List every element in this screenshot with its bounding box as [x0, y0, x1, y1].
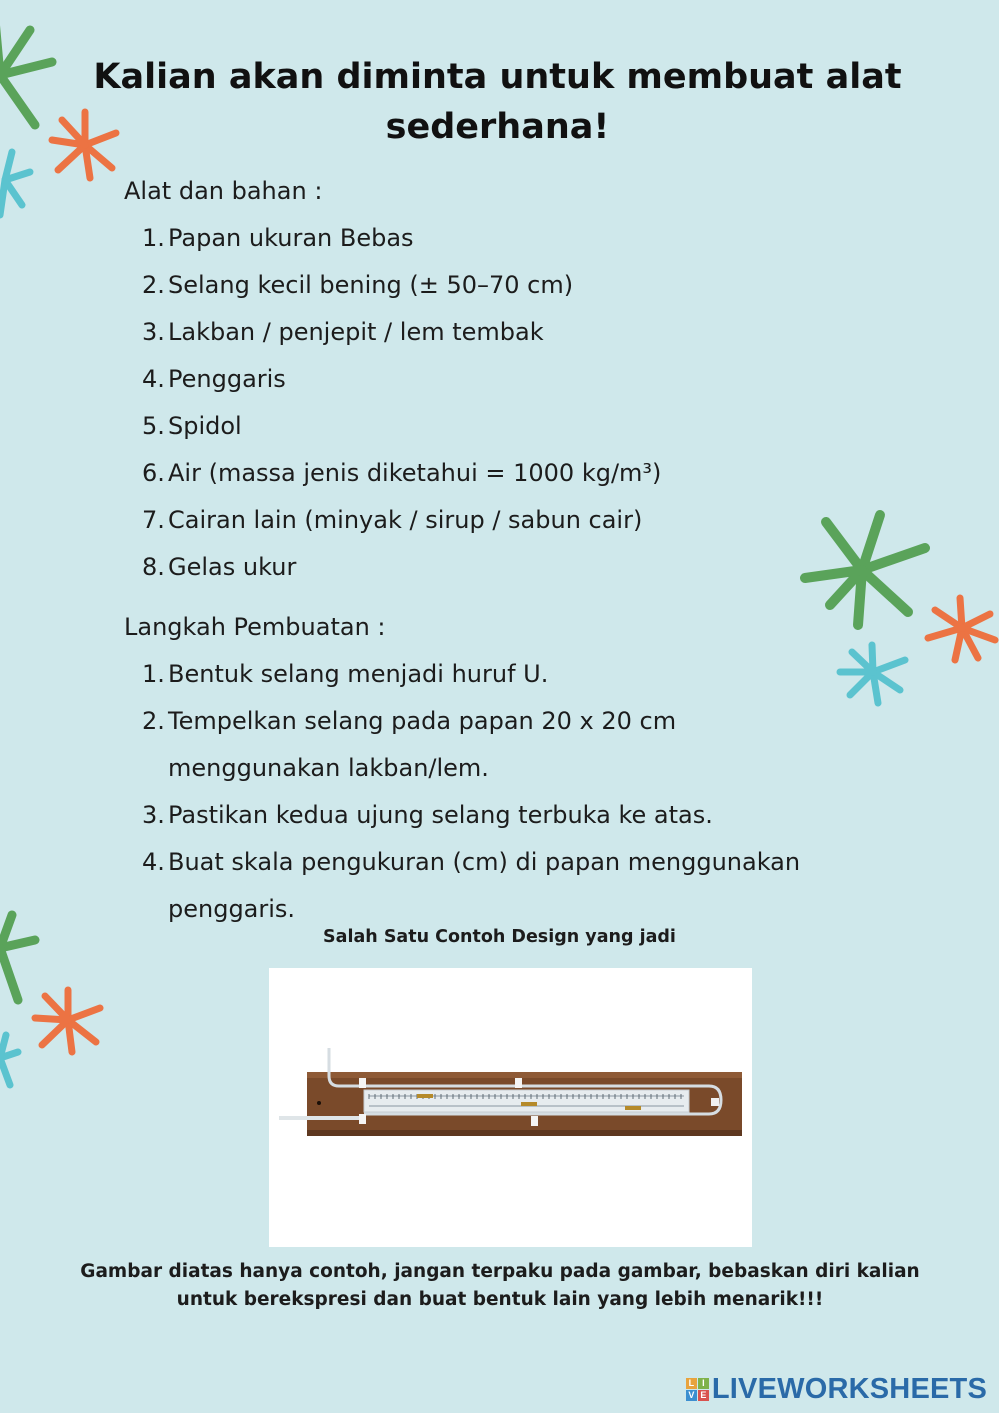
item-text: Tempelkan selang pada papan 20 x 20 cm menggunakan lakban/lem. — [168, 707, 677, 782]
item-text: Buat skala pengukuran (cm) di papan menggunakan penggaris. — [168, 848, 801, 923]
logo-letter: I — [698, 1378, 709, 1389]
teal-sparkle-top-left — [0, 152, 30, 215]
item-text: Pastikan kedua ujung selang terbuka ke atas. — [168, 801, 713, 829]
item-number: 1. — [142, 224, 165, 252]
logo-grid-icon — [686, 1378, 709, 1401]
item-number: 6. — [142, 459, 165, 487]
item-text: Papan ukuran Bebas — [168, 224, 414, 252]
list-item — [142, 792, 802, 839]
item-text: Gelas ukur — [168, 553, 297, 581]
manometer-illustration — [269, 968, 752, 1247]
tools-heading: Alat dan bahan : — [124, 177, 323, 205]
logo-letter: V — [686, 1390, 697, 1401]
item-number: 3. — [142, 318, 165, 346]
marker — [625, 1106, 641, 1110]
list-item — [142, 544, 842, 591]
list-item — [142, 497, 842, 544]
orange-sparkle-bottom-left — [35, 990, 100, 1052]
marker — [521, 1102, 537, 1106]
list-item — [142, 651, 802, 698]
item-number: 5. — [142, 412, 165, 440]
list-item — [142, 698, 802, 792]
item-text: Lakban / penjepit / lem tembak — [168, 318, 544, 346]
clip — [515, 1078, 522, 1088]
page-title: Kalian akan diminta untuk membuat alat sederhana! — [93, 57, 902, 147]
clip — [531, 1116, 538, 1126]
footer-note: Gambar diatas hanya contoh, jangan terpaku pada gambar, bebaskan diri kalian untuk berekspresi dan buat bentuk lain yang lebih menarik!!! — [80, 1261, 920, 1310]
item-number: 3. — [142, 801, 165, 829]
item-number: 2. — [142, 707, 165, 735]
liveworksheets-logo — [686, 1372, 987, 1406]
green-sparkle-top-left — [0, 20, 52, 125]
item-number: 4. — [142, 848, 165, 876]
item-number: 4. — [142, 365, 165, 393]
item-number: 2. — [142, 271, 165, 299]
clip — [711, 1098, 719, 1106]
list-item — [142, 215, 842, 262]
item-text: Selang kecil bening (± 50–70 cm) — [168, 271, 574, 299]
list-item — [142, 356, 842, 403]
tools-list — [142, 215, 842, 591]
teal-sparkle-right — [840, 645, 905, 703]
item-number: 1. — [142, 660, 165, 688]
logo-word: LIVEWORKSHEETS — [711, 1372, 987, 1405]
steps-heading: Langkah Pembuatan : — [124, 613, 386, 641]
list-item — [142, 262, 842, 309]
logo-letter: L — [686, 1378, 697, 1389]
list-item — [142, 403, 842, 450]
clip — [359, 1078, 366, 1088]
item-number: 8. — [142, 553, 165, 581]
item-text: Penggaris — [168, 365, 286, 393]
clip — [359, 1114, 366, 1124]
logo-letter: E — [698, 1390, 709, 1401]
list-item — [142, 839, 802, 933]
item-text: Bentuk selang menjadi huruf U. — [168, 660, 549, 688]
item-text: Cairan lain (minyak / sirup / sabun cair) — [168, 506, 643, 534]
teal-sparkle-bottom-left — [0, 1035, 18, 1085]
item-text: Air (massa jenis diketahui = 1000 kg/m³) — [168, 459, 662, 487]
example-manometer-photo — [269, 968, 752, 1247]
list-item — [142, 450, 842, 497]
example-caption: Salah Satu Contoh Design yang jadi — [323, 927, 676, 947]
list-item — [142, 309, 842, 356]
item-text: Spidol — [168, 412, 242, 440]
item-number: 7. — [142, 506, 165, 534]
marker — [417, 1094, 433, 1098]
orange-sparkle-right — [928, 598, 995, 660]
steps-list — [142, 651, 802, 933]
